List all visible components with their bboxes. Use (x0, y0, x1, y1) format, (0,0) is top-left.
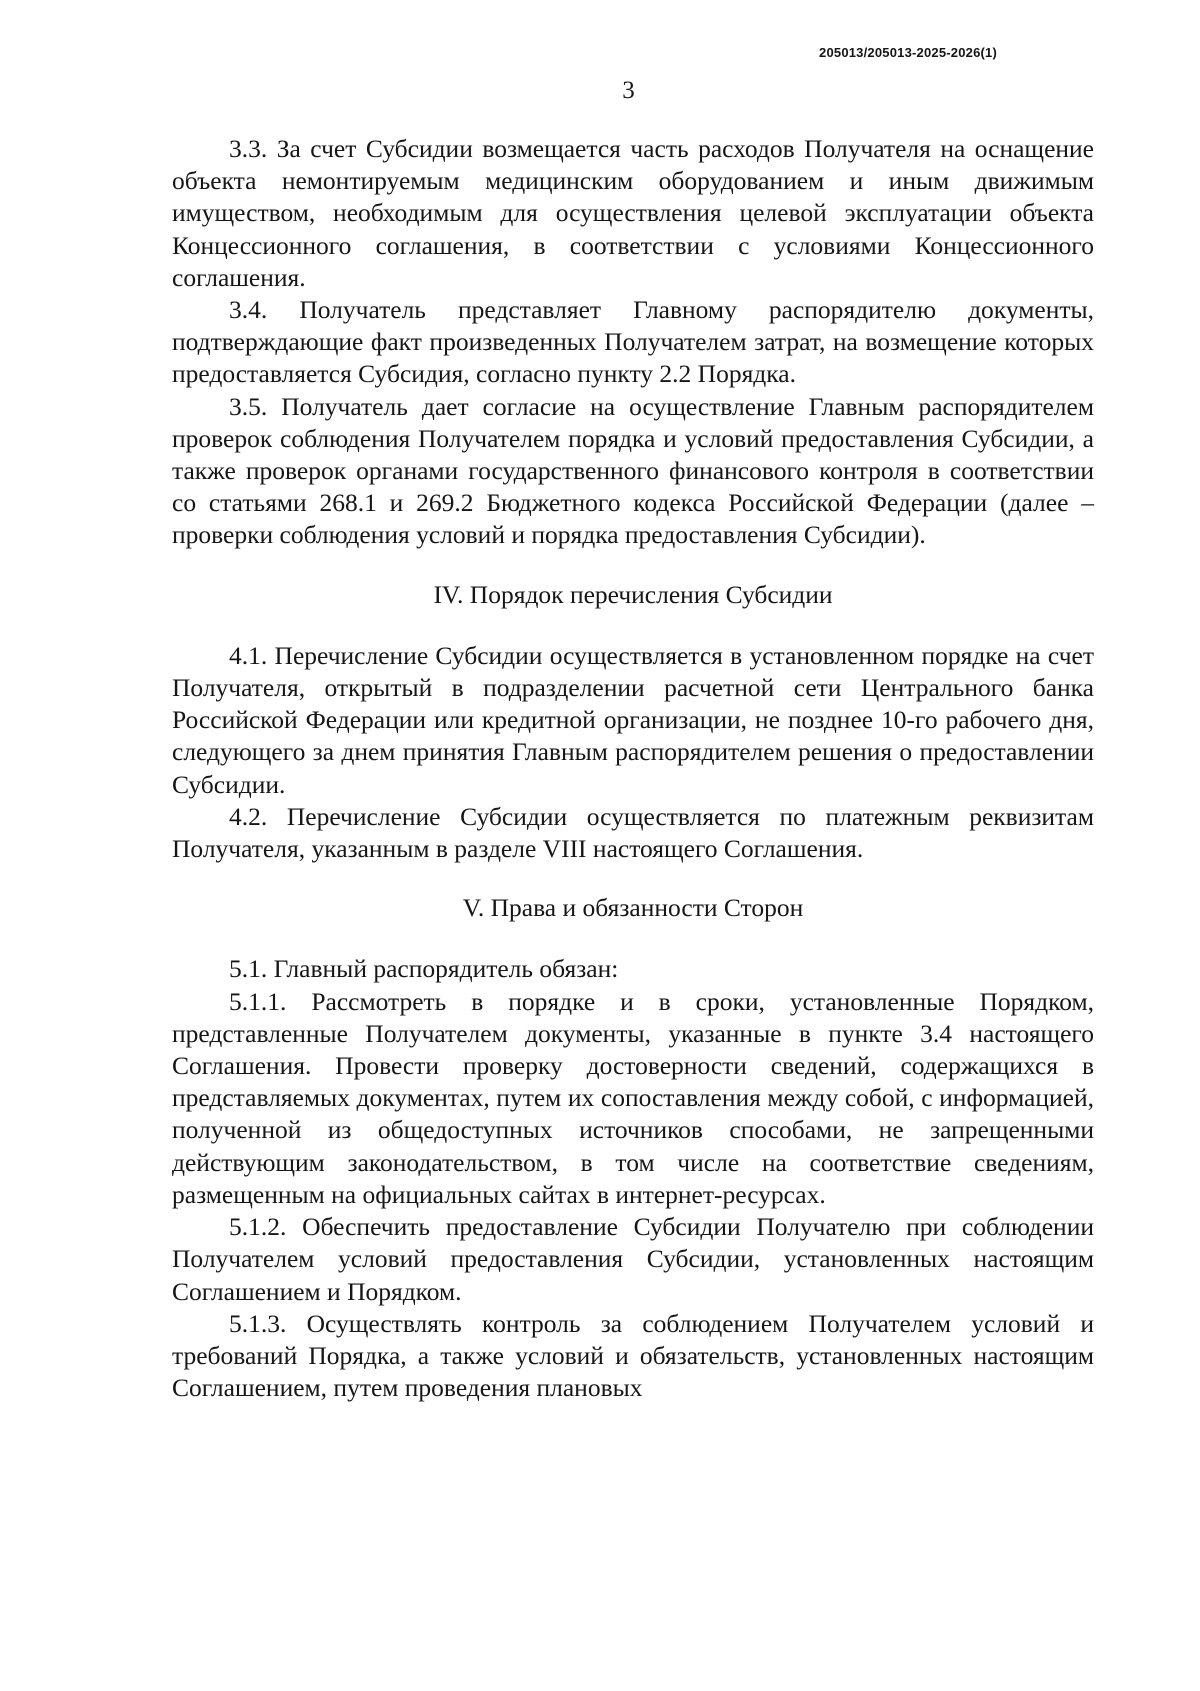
paragraph-5-1: 5.1. Главный распорядитель обязан: (229, 954, 619, 984)
paragraph-5-1-2: 5.1.2. Обеспечить предоставление Субсидии Получателю при соблюдении Получателем условий предоставления Субсидии, установленных настоящим Соглашением и Порядком. (172, 1212, 1094, 1306)
section-heading-iv: IV. Порядок перечисления Субсидии (433, 579, 833, 609)
paragraph-5-1-1: 5.1.1. Рассмотреть в порядке и в сроки, установленные Порядком, представленные Получателем документы, указанные в пункте 3.4 настоящего Соглашения. Провести проверку достоверности сведений, содержащихся в представляемых документах, путем их сопоставления между собой, с информацией, полученной из общедоступных источников способами, не запрещенными действующим законодательством, в том числе на соответствие сведениям, размещенным на официальных сайтах в интернет-ресурсах. (172, 986, 1094, 1209)
paragraph-4-1: 4.1. Перечисление Субсидии осуществляется в установленном порядке на счет Получателя, открытый в подразделении расчетной сети Центрального банка Российской Федерации или кредитной организации, не позднее 10-го рабочего дня, следующего за днем принятия Главным распорядителем решения о предоставлении Субсидии. (172, 640, 1094, 799)
paragraph-3-3: 3.3. За счет Субсидии возмещается часть расходов Получателя на оснащение объекта немонтируемым медицинским оборудованием и иным движимым имуществом, необходимым для осуществления целевой эксплуатации объекта Концессионного соглашения, в соответствии с условиями Концессионного соглашения. (172, 134, 1094, 292)
page-number: 3 (622, 77, 635, 104)
section-heading-v: V. Права и обязанности Сторон (462, 893, 804, 923)
document-body (172, 133, 1094, 1404)
paragraph-3-5: 3.5. Получатель дает согласие на осуществление Главным распорядителем проверок соблюдения Получателем порядка и условий предоставления Субсидии, а также проверок органами государственного финансового контроля в соответствии со статьями 268.1 и 269.2 Бюджетного кодекса Российской Федерации (далее – проверки соблюдения условий и порядка предоставления Субсидии). (172, 391, 1094, 550)
paragraph-4-2: 4.2. Перечисление Субсидии осуществляется по платежным реквизитам Получателя, указанным в разделе VIII настоящего Соглашения. (172, 801, 1094, 864)
document-id: 205013/205013-2025-2026(1) (819, 45, 997, 60)
paragraph-5-1-3: 5.1.3. Осуществлять контроль за соблюдением Получателем условий и требований Порядка, а также условий и обязательств, установленных настоящим Соглашением, путем проведения плановых (172, 1308, 1094, 1403)
paragraph-3-4: 3.4. Получатель представляет Главному распорядителю документы, подтверждающие факт произведенных Получателем затрат, на возмещение которых предоставляется Субсидия, согласно пункту 2.2 Порядка. (172, 295, 1094, 389)
